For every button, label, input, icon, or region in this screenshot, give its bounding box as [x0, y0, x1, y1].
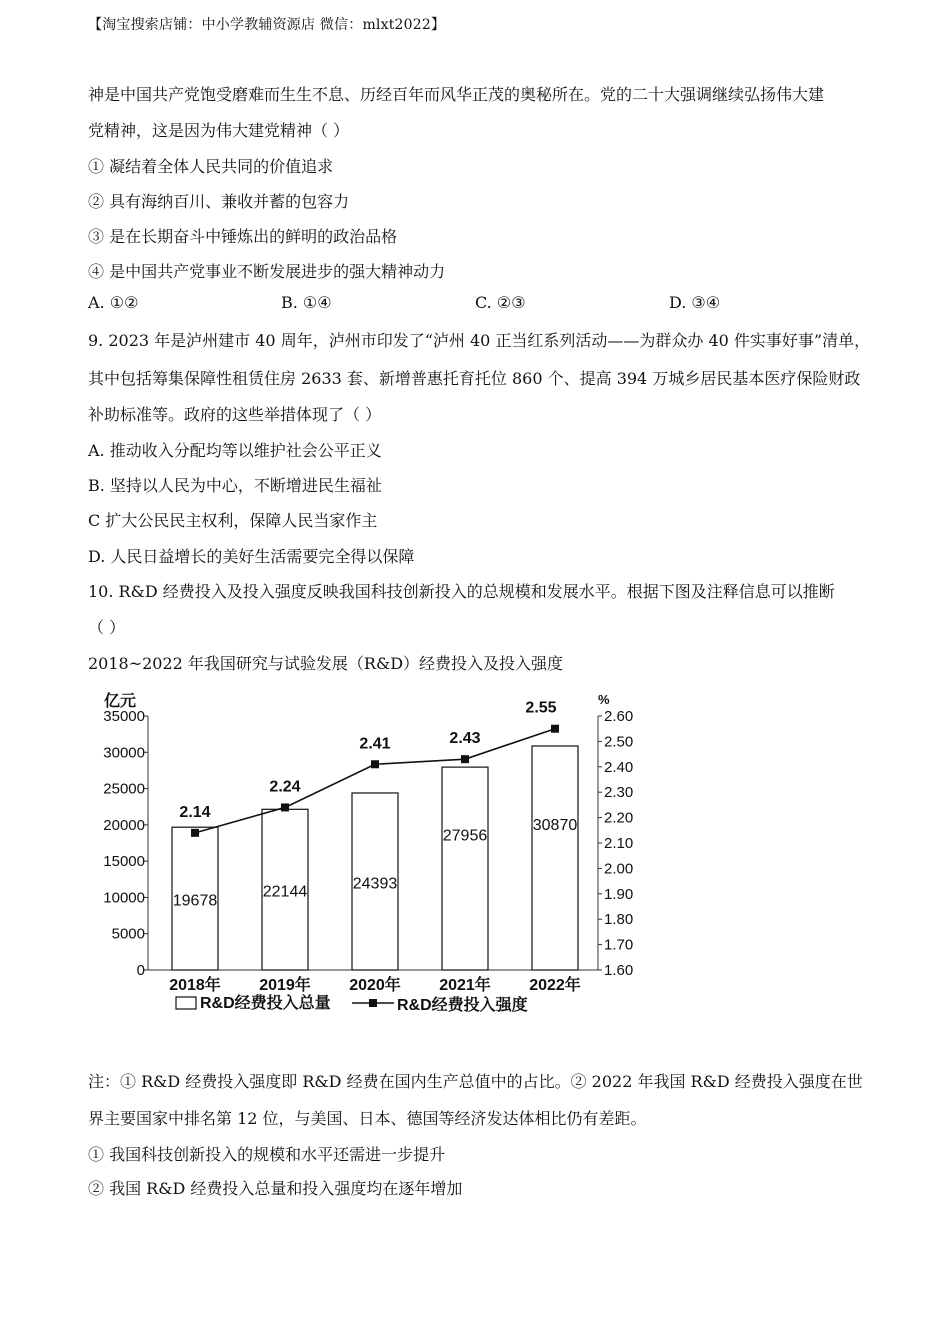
left-tick-label: 5000 — [111, 925, 145, 943]
intensity-label: 2.24 — [269, 778, 301, 796]
intensity-label: 2.55 — [525, 699, 557, 717]
q8-item-3: ③ 是在长期奋斗中锤炼出的鲜明的政治品格 — [88, 227, 398, 246]
left-tick-label: 35000 — [103, 708, 145, 725]
intensity-point — [461, 755, 469, 763]
q8-item-1: ① 凝结着全体人民共同的价值追求 — [88, 157, 334, 176]
q8-option-c: C. ②③ — [475, 293, 526, 312]
q9-option-c: C 扩大公民民主权利，保障人民当家作主 — [88, 511, 378, 530]
left-tick-label: 20000 — [103, 816, 145, 834]
intensity-point — [551, 725, 559, 733]
bar-value-label: 27956 — [442, 827, 488, 845]
bar — [532, 746, 578, 970]
legend-bar-swatch — [176, 997, 196, 1009]
right-axis-title: % — [598, 692, 610, 707]
intensity-point — [191, 829, 199, 837]
q8-stem-line1: 神是中国共产党饱受磨难而生生不息、历经百年而风华正茂的奥秘所在。党的二十大强调继续弘扬伟大建 — [88, 85, 825, 104]
legend-line-label: R&D经费投入强度 — [397, 997, 528, 1014]
right-tick-label: 2.10 — [604, 835, 634, 852]
q8-item-2: ② 具有海纳百川、兼收并蓄的包容力 — [88, 192, 350, 211]
q10-item-2: ② 我国 R&D 经费投入总量和投入强度均在逐年增加 — [88, 1179, 463, 1198]
x-tick-label: 2019年 — [259, 977, 311, 994]
q8-stem-line2: 党精神，这是因为伟大建党精神（ ） — [88, 121, 350, 140]
chart-caption: 2018~2022 年我国研究与试验发展（R&D）经费投入及投入强度 — [88, 654, 564, 673]
x-tick-label: 2021年 — [439, 977, 491, 994]
bar-value-label: 30870 — [532, 816, 578, 834]
left-axis-title: 亿元 — [104, 693, 137, 710]
q10-item-1: ① 我国科技创新投入的规模和水平还需进一步提升 — [88, 1145, 446, 1164]
right-tick-label: 2.20 — [604, 809, 634, 827]
q9-stem-line3: 补助标准等。政府的这些举措体现了（ ） — [88, 405, 382, 424]
q8-option-d: D. ③④ — [669, 293, 721, 312]
q10-note-line1: 注：① R&D 经费投入强度即 R&D 经费在国内生产总值中的占比。② 2022 年我国 R&D 经费投入强度在世 — [88, 1072, 863, 1091]
q9-option-d: D. 人民日益增长的美好生活需要完全得以保障 — [88, 547, 415, 566]
q10-stem-line2: （ ） — [88, 618, 126, 637]
q10-stem-line1: 10. R&D 经费投入及投入强度反映我国科技创新投入的总规模和发展水平。根据下图及注释信息可以推断 — [88, 582, 835, 601]
q9-option-b: B. 坚持以人民为中心，不断增进民生福祉 — [88, 476, 382, 495]
right-tick-label: 2.40 — [604, 758, 634, 776]
left-tick-label: 25000 — [103, 780, 145, 798]
bar-value-label: 19678 — [172, 892, 218, 910]
q8-item-4: ④ 是中国共产党事业不断发展进步的强大精神动力 — [88, 262, 446, 281]
legend-bar-label: R&D经费投入总量 — [200, 995, 331, 1012]
right-tick-label: 1.60 — [604, 962, 634, 979]
bar — [442, 767, 488, 970]
q9-option-a: A. 推动收入分配均等以维护社会公平正义 — [88, 441, 382, 460]
page-header: 【淘宝搜索店铺：中小学教辅资源店 微信：mlxt2022】 — [88, 17, 446, 33]
intensity-point — [371, 760, 379, 768]
intensity-label: 2.41 — [359, 735, 391, 753]
right-tick-label: 2.50 — [604, 733, 634, 751]
q8-option-a: A. ①② — [88, 293, 139, 312]
intensity-label: 2.14 — [179, 803, 211, 821]
left-tick-label: 10000 — [103, 889, 145, 907]
right-tick-label: 1.70 — [604, 936, 634, 954]
right-tick-label: 2.00 — [604, 860, 634, 878]
right-tick-label: 1.80 — [604, 911, 634, 929]
left-tick-label: 0 — [136, 962, 145, 979]
right-tick-label: 2.30 — [604, 784, 634, 802]
bar-value-label: 24393 — [352, 875, 398, 893]
q9-stem-line2: 其中包括筹集保障性租赁住房 2633 套、新增普惠托育托位 860 个、提高 394 万城乡居民基本医疗保险财政 — [88, 369, 861, 388]
rd-chart — [90, 686, 650, 1026]
x-tick-label: 2018年 — [169, 977, 221, 994]
right-tick-label: 2.60 — [604, 708, 634, 725]
x-tick-label: 2022年 — [529, 977, 581, 994]
left-tick-label: 15000 — [103, 853, 145, 871]
legend-line-marker — [369, 999, 377, 1007]
q8-option-b: B. ①④ — [281, 293, 332, 312]
intensity-point — [281, 803, 289, 811]
q9-stem-line1: 9. 2023 年是泸州建市 40 周年，泸州市印发了“泸州 40 正当红系列活动——为群众办 40 件实事好事”清单， — [88, 331, 871, 350]
bar-value-label: 22144 — [262, 883, 308, 901]
left-tick-label: 30000 — [103, 744, 145, 762]
intensity-label: 2.43 — [449, 730, 481, 748]
x-tick-label: 2020年 — [349, 977, 401, 994]
right-tick-label: 1.90 — [604, 885, 634, 903]
q10-note-line2: 界主要国家中排名第 12 位，与美国、日本、德国等经济发达体相比仍有差距。 — [88, 1109, 647, 1128]
